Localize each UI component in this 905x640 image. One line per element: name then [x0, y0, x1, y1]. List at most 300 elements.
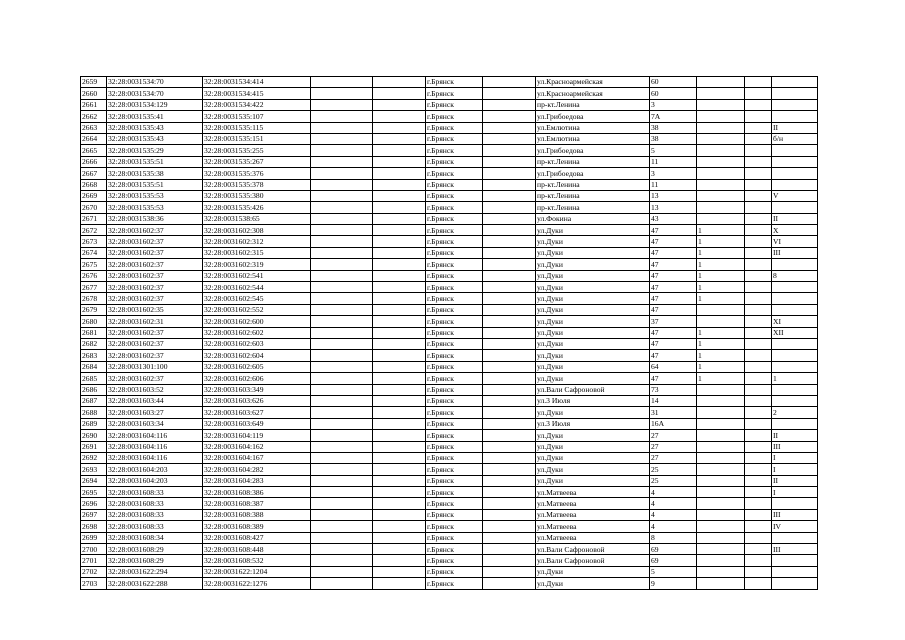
cadastral-quarter-cell: 32:28:0031608:33: [107, 498, 203, 509]
house-cell: 16А: [650, 418, 697, 429]
city-cell: г.Брянск: [426, 395, 483, 406]
cadastral-number-cell: 32:28:0031535:151: [203, 133, 311, 144]
building-cell: [697, 544, 745, 555]
cadastral-number-cell: 32:28:0031608:386: [203, 487, 311, 498]
cadastral-number-cell: 32:28:0031602:312: [203, 236, 311, 247]
empty-cell: [745, 521, 772, 532]
street-cell: ул.Дуки: [536, 350, 650, 361]
empty-cell: [311, 133, 373, 144]
street-cell: ул.Красноармейская: [536, 77, 650, 88]
table-row: [81, 384, 818, 395]
city-cell: г.Брянск: [426, 430, 483, 441]
empty-cell: [483, 395, 536, 406]
row-number-cell: 2670: [81, 202, 107, 213]
row-number-cell: 2690: [81, 430, 107, 441]
city-cell: г.Брянск: [426, 145, 483, 156]
empty-cell: [373, 202, 426, 213]
table-row: [81, 236, 818, 247]
street-cell: ул.Дуки: [536, 566, 650, 577]
city-cell: г.Брянск: [426, 282, 483, 293]
empty-cell: [745, 350, 772, 361]
cadastral-number-cell: 32:28:0031608:532: [203, 555, 311, 566]
premises-cell: [772, 168, 818, 179]
empty-cell: [745, 487, 772, 498]
row-number-cell: 2701: [81, 555, 107, 566]
empty-cell: [311, 373, 373, 384]
city-cell: г.Брянск: [426, 202, 483, 213]
empty-cell: [483, 327, 536, 338]
house-cell: 4: [650, 509, 697, 520]
empty-cell: [311, 555, 373, 566]
empty-cell: [373, 190, 426, 201]
table-row: [81, 156, 818, 167]
cadastral-number-cell: 32:28:0031603:626: [203, 395, 311, 406]
premises-cell: II: [772, 213, 818, 224]
premises-cell: X: [772, 225, 818, 236]
cadastral-number-cell: 32:28:0031603:349: [203, 384, 311, 395]
empty-cell: [483, 498, 536, 509]
premises-cell: [772, 578, 818, 589]
empty-cell: [311, 259, 373, 270]
building-cell: [697, 145, 745, 156]
empty-cell: [483, 259, 536, 270]
building-cell: [697, 179, 745, 190]
empty-cell: [373, 361, 426, 372]
table-row: [81, 168, 818, 179]
street-cell: ул.Дуки: [536, 373, 650, 384]
empty-cell: [311, 168, 373, 179]
building-cell: [697, 464, 745, 475]
premises-cell: [772, 145, 818, 156]
empty-cell: [311, 225, 373, 236]
house-cell: 9: [650, 578, 697, 589]
row-number-cell: 2689: [81, 418, 107, 429]
empty-cell: [311, 111, 373, 122]
premises-cell: III: [772, 509, 818, 520]
empty-cell: [373, 544, 426, 555]
row-number-cell: 2667: [81, 168, 107, 179]
table-row: [81, 464, 818, 475]
empty-cell: [483, 384, 536, 395]
table-row: [81, 247, 818, 258]
city-cell: г.Брянск: [426, 270, 483, 281]
empty-cell: [745, 430, 772, 441]
building-cell: [697, 202, 745, 213]
cadastral-quarter-cell: 32:28:0031604:116: [107, 452, 203, 463]
house-cell: 47: [650, 373, 697, 384]
empty-cell: [745, 156, 772, 167]
empty-cell: [373, 532, 426, 543]
cadastral-number-cell: 32:28:0031604:282: [203, 464, 311, 475]
building-cell: [697, 509, 745, 520]
empty-cell: [745, 452, 772, 463]
cadastral-quarter-cell: 32:28:0031535:51: [107, 179, 203, 190]
cadastral-quarter-cell: 32:28:0031608:33: [107, 509, 203, 520]
empty-cell: [311, 361, 373, 372]
house-cell: 47: [650, 327, 697, 338]
table-row: [81, 407, 818, 418]
empty-cell: [311, 395, 373, 406]
empty-cell: [373, 350, 426, 361]
empty-cell: [483, 225, 536, 236]
table-row: [81, 88, 818, 99]
row-number-cell: 2682: [81, 338, 107, 349]
cadastral-quarter-cell: 32:28:0031608:34: [107, 532, 203, 543]
row-number-cell: 2669: [81, 190, 107, 201]
empty-cell: [483, 578, 536, 589]
building-cell: 1: [697, 293, 745, 304]
city-cell: г.Брянск: [426, 304, 483, 315]
house-cell: 69: [650, 544, 697, 555]
premises-cell: 8: [772, 270, 818, 281]
city-cell: г.Брянск: [426, 236, 483, 247]
building-cell: 1: [697, 247, 745, 258]
cadastral-number-cell: 32:28:0031603:649: [203, 418, 311, 429]
building-cell: [697, 430, 745, 441]
cadastral-quarter-cell: 32:28:0031604:203: [107, 475, 203, 486]
empty-cell: [311, 270, 373, 281]
cadastral-quarter-cell: 32:28:0031602:37: [107, 282, 203, 293]
street-cell: ул.Матвеева: [536, 498, 650, 509]
city-cell: г.Брянск: [426, 338, 483, 349]
row-number-cell: 2680: [81, 316, 107, 327]
empty-cell: [373, 168, 426, 179]
city-cell: г.Брянск: [426, 555, 483, 566]
empty-cell: [745, 304, 772, 315]
street-cell: ул.Дуки: [536, 464, 650, 475]
empty-cell: [483, 236, 536, 247]
empty-cell: [483, 202, 536, 213]
table-row: [81, 487, 818, 498]
building-cell: 1: [697, 236, 745, 247]
premises-cell: II: [772, 122, 818, 133]
city-cell: г.Брянск: [426, 373, 483, 384]
table-row: [81, 190, 818, 201]
row-number-cell: 2661: [81, 99, 107, 110]
empty-cell: [311, 156, 373, 167]
row-number-cell: 2693: [81, 464, 107, 475]
empty-cell: [373, 418, 426, 429]
street-cell: ул.Грибоедова: [536, 111, 650, 122]
row-number-cell: 2699: [81, 532, 107, 543]
house-cell: 38: [650, 122, 697, 133]
street-cell: ул.Дуки: [536, 441, 650, 452]
empty-cell: [373, 293, 426, 304]
empty-cell: [745, 293, 772, 304]
empty-cell: [483, 247, 536, 258]
building-cell: 1: [697, 361, 745, 372]
cadastral-number-cell: 32:28:0031535:267: [203, 156, 311, 167]
row-number-cell: 2674: [81, 247, 107, 258]
premises-cell: I: [772, 487, 818, 498]
empty-cell: [311, 532, 373, 543]
house-cell: 47: [650, 259, 697, 270]
premises-cell: [772, 202, 818, 213]
cadastral-number-cell: 32:28:0031604:167: [203, 452, 311, 463]
cadastral-number-cell: 32:28:0031535:426: [203, 202, 311, 213]
empty-cell: [745, 361, 772, 372]
empty-cell: [483, 270, 536, 281]
empty-cell: [745, 247, 772, 258]
cadastral-quarter-cell: 32:28:0031535:53: [107, 190, 203, 201]
empty-cell: [745, 236, 772, 247]
empty-cell: [483, 521, 536, 532]
empty-cell: [483, 464, 536, 475]
row-number-cell: 2668: [81, 179, 107, 190]
cadastral-number-cell: 32:28:0031602:604: [203, 350, 311, 361]
house-cell: 4: [650, 498, 697, 509]
empty-cell: [745, 544, 772, 555]
table-row: [81, 430, 818, 441]
premises-cell: 1: [772, 373, 818, 384]
empty-cell: [373, 373, 426, 384]
house-cell: 13: [650, 190, 697, 201]
house-cell: 13: [650, 202, 697, 213]
cadastral-quarter-cell: 32:28:0031535:41: [107, 111, 203, 122]
street-cell: ул.Вали Сафроновой: [536, 384, 650, 395]
street-cell: ул.Дуки: [536, 293, 650, 304]
table-row: [81, 316, 818, 327]
table-row: [81, 304, 818, 315]
cadastral-quarter-cell: 32:28:0031535:53: [107, 202, 203, 213]
cadastral-number-cell: 32:28:0031602:308: [203, 225, 311, 236]
premises-cell: III: [772, 441, 818, 452]
empty-cell: [311, 350, 373, 361]
empty-cell: [745, 555, 772, 566]
row-number-cell: 2684: [81, 361, 107, 372]
registry-rows: [81, 77, 818, 590]
table-row: [81, 452, 818, 463]
row-number-cell: 2662: [81, 111, 107, 122]
street-cell: ул.Матвеева: [536, 487, 650, 498]
building-cell: [697, 521, 745, 532]
empty-cell: [483, 88, 536, 99]
table-row: [81, 99, 818, 110]
cadastral-number-cell: 32:28:0031602:544: [203, 282, 311, 293]
street-cell: ул.Дуки: [536, 225, 650, 236]
empty-cell: [745, 498, 772, 509]
table-row: [81, 270, 818, 281]
empty-cell: [311, 544, 373, 555]
empty-cell: [483, 145, 536, 156]
premises-cell: [772, 395, 818, 406]
premises-cell: I: [772, 464, 818, 475]
street-cell: пр-кт.Ленина: [536, 99, 650, 110]
cadastral-quarter-cell: 32:28:0031602:37: [107, 373, 203, 384]
cadastral-quarter-cell: 32:28:0031535:43: [107, 133, 203, 144]
premises-cell: [772, 532, 818, 543]
empty-cell: [311, 384, 373, 395]
street-cell: ул.Грибоедова: [536, 145, 650, 156]
empty-cell: [483, 452, 536, 463]
house-cell: 47: [650, 270, 697, 281]
empty-cell: [745, 133, 772, 144]
empty-cell: [483, 213, 536, 224]
city-cell: г.Брянск: [426, 566, 483, 577]
empty-cell: [373, 304, 426, 315]
empty-cell: [483, 282, 536, 293]
street-cell: ул.Грибоедова: [536, 168, 650, 179]
premises-cell: [772, 566, 818, 577]
table-row: [81, 418, 818, 429]
empty-cell: [373, 395, 426, 406]
empty-cell: [483, 156, 536, 167]
building-cell: 1: [697, 270, 745, 281]
row-number-cell: 2675: [81, 259, 107, 270]
empty-cell: [483, 122, 536, 133]
building-cell: 1: [697, 327, 745, 338]
city-cell: г.Брянск: [426, 99, 483, 110]
empty-cell: [483, 99, 536, 110]
building-cell: 1: [697, 259, 745, 270]
cadastral-quarter-cell: 32:28:0031538:36: [107, 213, 203, 224]
cadastral-quarter-cell: 32:28:0031534:70: [107, 88, 203, 99]
row-number-cell: 2660: [81, 88, 107, 99]
premises-cell: XI: [772, 316, 818, 327]
empty-cell: [373, 111, 426, 122]
empty-cell: [311, 190, 373, 201]
city-cell: г.Брянск: [426, 77, 483, 88]
empty-cell: [311, 304, 373, 315]
row-number-cell: 2685: [81, 373, 107, 384]
cadastral-quarter-cell: 32:28:0031622:288: [107, 578, 203, 589]
empty-cell: [311, 99, 373, 110]
table-row: [81, 544, 818, 555]
city-cell: г.Брянск: [426, 498, 483, 509]
cadastral-number-cell: 32:28:0031534:415: [203, 88, 311, 99]
house-cell: 69: [650, 555, 697, 566]
premises-cell: VI: [772, 236, 818, 247]
row-number-cell: 2696: [81, 498, 107, 509]
house-cell: 47: [650, 225, 697, 236]
table-row: [81, 202, 818, 213]
table-row: [81, 111, 818, 122]
cadastral-quarter-cell: 32:28:0031535:51: [107, 156, 203, 167]
street-cell: пр-кт.Ленина: [536, 202, 650, 213]
cadastral-quarter-cell: 32:28:0031602:37: [107, 350, 203, 361]
city-cell: г.Брянск: [426, 544, 483, 555]
cadastral-number-cell: 32:28:0031535:107: [203, 111, 311, 122]
empty-cell: [373, 407, 426, 418]
street-cell: ул.Дуки: [536, 304, 650, 315]
premises-cell: [772, 259, 818, 270]
cadastral-number-cell: 32:28:0031608:448: [203, 544, 311, 555]
city-cell: г.Брянск: [426, 452, 483, 463]
empty-cell: [311, 441, 373, 452]
empty-cell: [373, 555, 426, 566]
row-number-cell: 2688: [81, 407, 107, 418]
table-row: [81, 555, 818, 566]
cadastral-quarter-cell: 32:28:0031608:33: [107, 521, 203, 532]
empty-cell: [311, 509, 373, 520]
row-number-cell: 2695: [81, 487, 107, 498]
table-row: [81, 327, 818, 338]
empty-cell: [483, 133, 536, 144]
premises-cell: III: [772, 247, 818, 258]
empty-cell: [373, 441, 426, 452]
empty-cell: [311, 464, 373, 475]
row-number-cell: 2679: [81, 304, 107, 315]
empty-cell: [373, 452, 426, 463]
table-row: [81, 361, 818, 372]
building-cell: [697, 555, 745, 566]
row-number-cell: 2700: [81, 544, 107, 555]
premises-cell: [772, 293, 818, 304]
row-number-cell: 2694: [81, 475, 107, 486]
premises-cell: II: [772, 475, 818, 486]
cadastral-quarter-cell: 32:28:0031602:37: [107, 293, 203, 304]
cadastral-quarter-cell: 32:28:0031301:100: [107, 361, 203, 372]
empty-cell: [311, 578, 373, 589]
house-cell: 7А: [650, 111, 697, 122]
premises-cell: [772, 418, 818, 429]
table-row: [81, 578, 818, 589]
empty-cell: [373, 99, 426, 110]
house-cell: 5: [650, 566, 697, 577]
street-cell: ул.3 Июля: [536, 418, 650, 429]
empty-cell: [311, 475, 373, 486]
house-cell: 11: [650, 179, 697, 190]
cadastral-number-cell: 32:28:0031608:389: [203, 521, 311, 532]
cadastral-number-cell: 32:28:0031603:627: [203, 407, 311, 418]
empty-cell: [745, 566, 772, 577]
empty-cell: [745, 270, 772, 281]
city-cell: г.Брянск: [426, 350, 483, 361]
empty-cell: [483, 407, 536, 418]
building-cell: [697, 532, 745, 543]
house-cell: 43: [650, 213, 697, 224]
building-cell: [697, 578, 745, 589]
cadastral-quarter-cell: 32:28:0031535:38: [107, 168, 203, 179]
building-cell: 1: [697, 225, 745, 236]
table-row: [81, 259, 818, 270]
house-cell: 47: [650, 247, 697, 258]
cadastral-quarter-cell: 32:28:0031608:29: [107, 544, 203, 555]
empty-cell: [311, 487, 373, 498]
table-row: [81, 133, 818, 144]
row-number-cell: 2672: [81, 225, 107, 236]
empty-cell: [311, 521, 373, 532]
cadastral-number-cell: 32:28:0031622:1276: [203, 578, 311, 589]
row-number-cell: 2681: [81, 327, 107, 338]
empty-cell: [311, 202, 373, 213]
street-cell: ул.Дуки: [536, 236, 650, 247]
empty-cell: [745, 213, 772, 224]
building-cell: [697, 316, 745, 327]
table-row: [81, 179, 818, 190]
premises-cell: [772, 361, 818, 372]
premises-cell: I: [772, 452, 818, 463]
empty-cell: [745, 509, 772, 520]
house-cell: 60: [650, 88, 697, 99]
empty-cell: [483, 304, 536, 315]
street-cell: ул.Дуки: [536, 270, 650, 281]
table-row: [81, 475, 818, 486]
empty-cell: [373, 566, 426, 577]
empty-cell: [745, 373, 772, 384]
house-cell: 27: [650, 452, 697, 463]
empty-cell: [483, 441, 536, 452]
city-cell: г.Брянск: [426, 259, 483, 270]
building-cell: [697, 418, 745, 429]
premises-cell: [772, 88, 818, 99]
city-cell: г.Брянск: [426, 190, 483, 201]
building-cell: [697, 190, 745, 201]
building-cell: [697, 88, 745, 99]
empty-cell: [311, 179, 373, 190]
table-row: [81, 213, 818, 224]
building-cell: [697, 395, 745, 406]
